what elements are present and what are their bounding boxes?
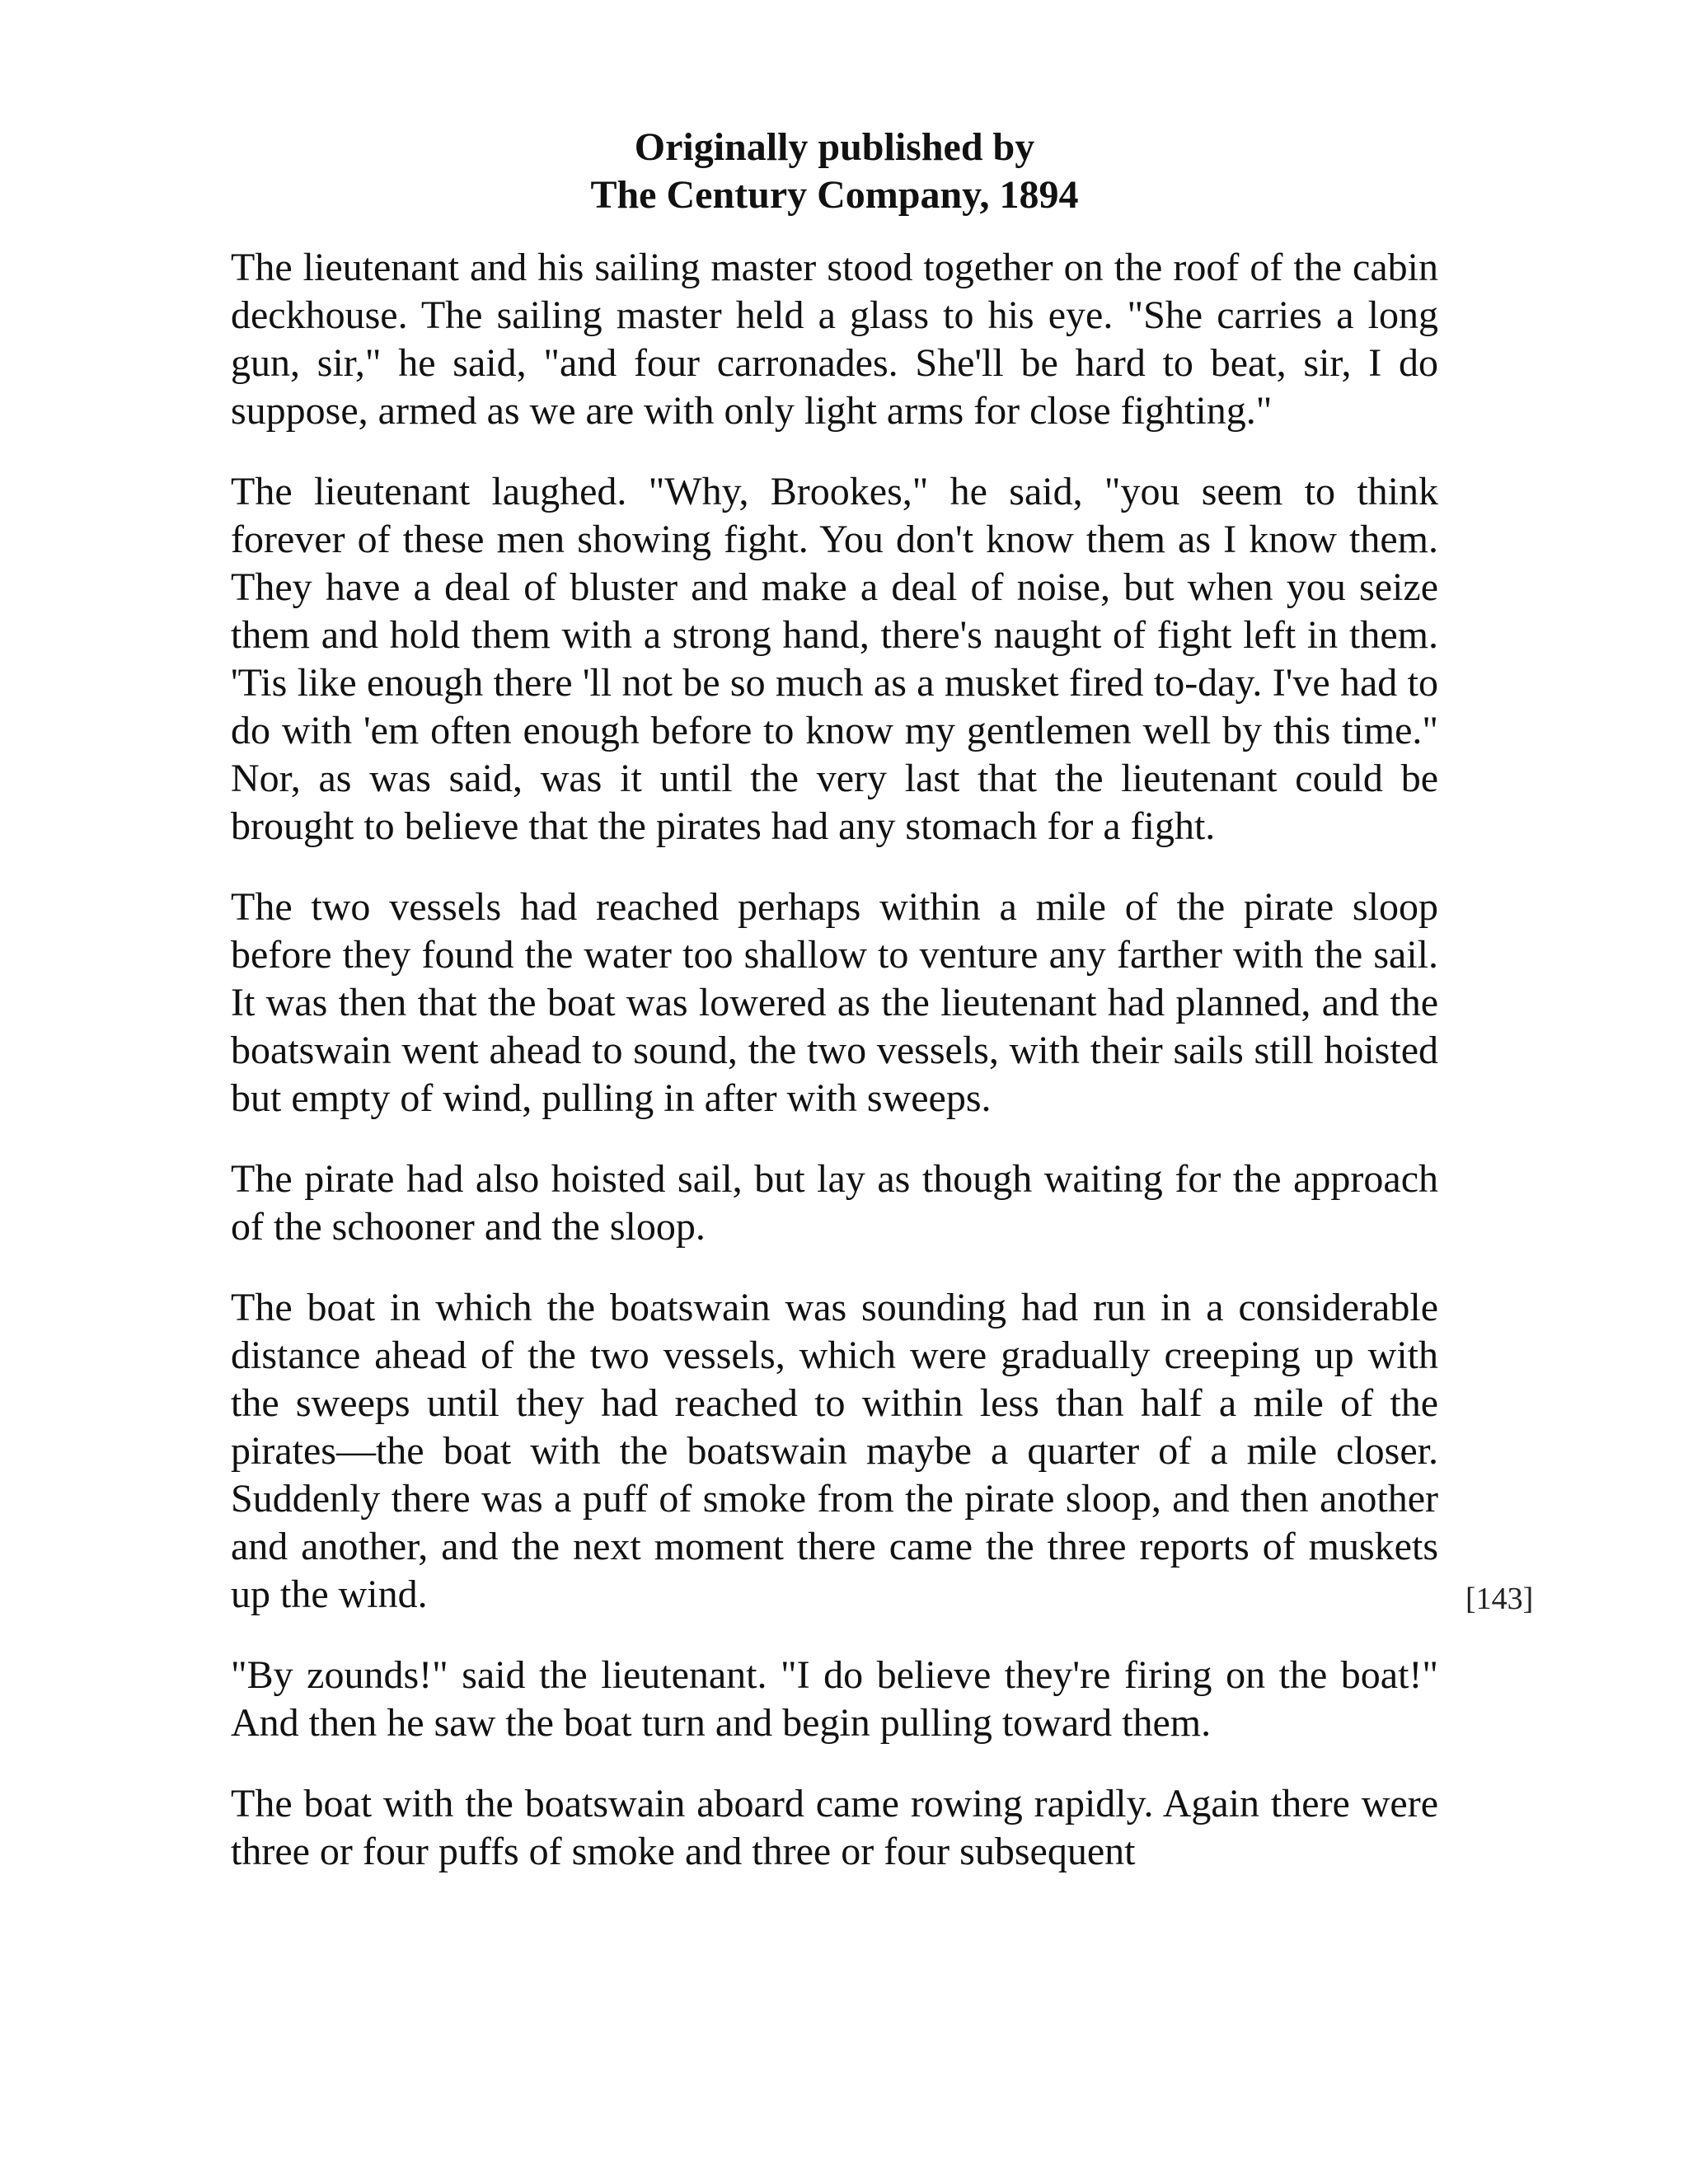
header-line-2: The Century Company, 1894: [590, 173, 1079, 217]
page-body: [231, 124, 1438, 1909]
page-number: [143]: [1465, 1582, 1534, 1616]
paragraph-2: The lieutenant laughed. "Why, Brookes," he said, "you seem to think forever of these men showing fight. You don't know them as I know them. They have a deal of bluster and make a deal of noise, but when you seize them and hold them with a strong hand, there's naught of fight left in them. 'Tis like enough there 'll not be so much as a musket fired to-day. I've had to do with 'em often enough before to know my gentlemen well by this time." Nor, as was said, was it until the very last that the lieutenant could be brought to believe that the pirates had any stomach for a fight.: [231, 470, 1438, 848]
paragraph-6: "By zounds!" said the lieutenant. "I do believe they're firing on the boat!" And then he saw the boat turn and begin pulling toward them.: [231, 1653, 1438, 1745]
paragraph-7: The boat with the boatswain aboard came rowing rapidly. Again there were three or four puffs of smoke and three or four subsequent: [231, 1782, 1438, 1873]
publication-header: [231, 124, 1438, 219]
header-line-1: Originally published by: [634, 125, 1035, 169]
paragraph-1: The lieutenant and his sailing master stood together on the roof of the cabin deckhouse. The sailing master held a glass to his eye. "She carries a long gun, sir," he said, "and four carronades. She'll be hard to beat, sir, I do suppose, armed as we are with only light arms for close fighting.": [231, 246, 1438, 433]
paragraph-3: The two vessels had reached perhaps within a mile of the pirate sloop before they found the water too shallow to venture any farther with the sail. It was then that the boat was lowered as the lieutenant had planned, and the boatswain went ahead to sound, the two vessels, with their sails still hoisted but empty of wind, pulling in after with sweeps.: [231, 885, 1438, 1120]
paragraph-4: The pirate had also hoisted sail, but lay as though waiting for the approach of the schooner and the sloop.: [231, 1157, 1438, 1249]
paragraph-5: The boat in which the boatswain was sounding had run in a considerable distance ahead of the two vessels, which were gradually creeping up with the sweeps until they had reached to within less than half a mile of the pirates—the boat with the boatswain maybe a quarter of a mile closer. Suddenly there was a puff of smoke from the pirate sloop, and then another and another, and the next moment there came the three reports of muskets up the wind.: [231, 1286, 1438, 1616]
